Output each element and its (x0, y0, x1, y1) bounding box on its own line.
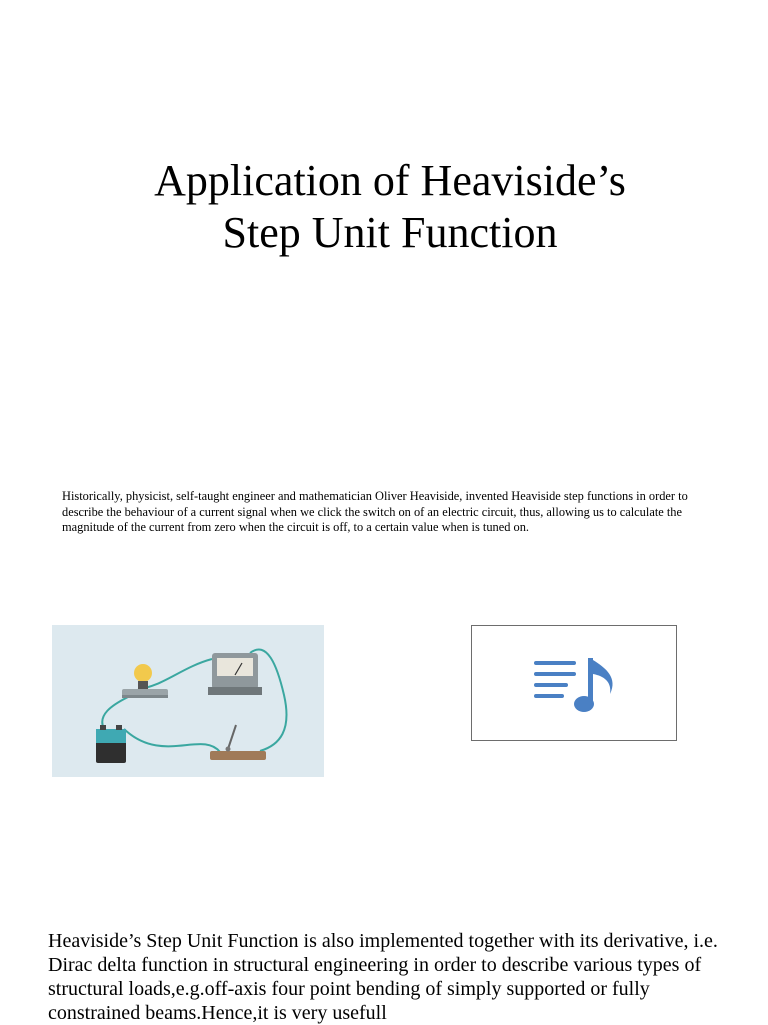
body-paragraph: Heaviside’s Step Unit Function is also implemented together with its derivative, i.e. Dirac delta function in structural engineering in order to describe various types of structural loads,e.g.off-axis four point bending of simply supported or fully constrained beams.Hence,it is very usefull (48, 930, 718, 1024)
audio-player-placeholder[interactable] (471, 625, 677, 741)
title-line-1: Application of Heaviside’s (154, 156, 626, 205)
circuit-illustration (52, 625, 324, 777)
audio-note-icon (532, 654, 618, 716)
title-line-2: Step Unit Function (222, 208, 558, 257)
slide-title (60, 155, 720, 259)
intro-paragraph: Historically, physicist, self-taught engineer and mathematician Oliver Heaviside, invented Heaviside step functions in order to describe the behaviour of a current signal when we click the switch on of an electric circuit, thus, allowing us to calculate the magnitude of the current from zero when the circuit is off, to a certain value when is tuned on. (62, 489, 688, 534)
